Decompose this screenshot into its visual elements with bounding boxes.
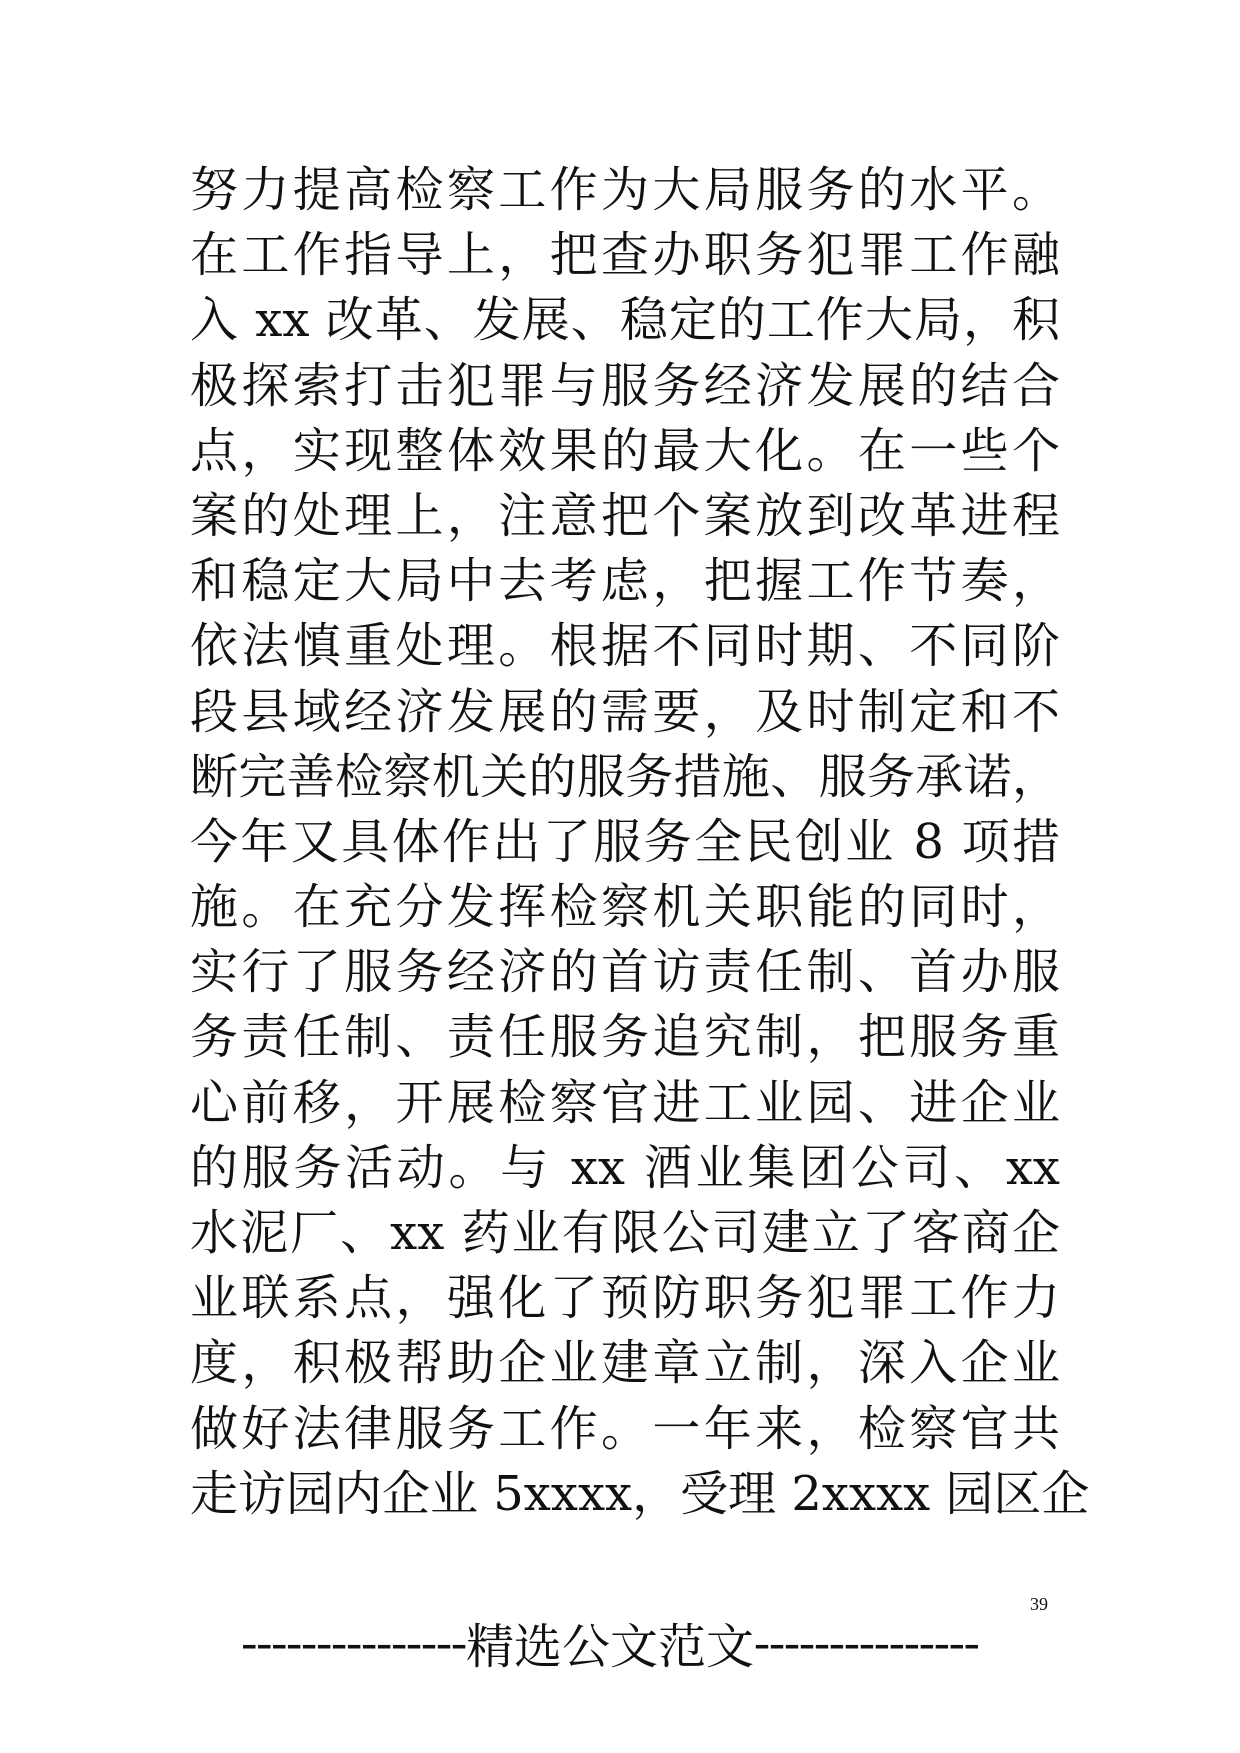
text-line: 水泥厂、xx 药业有限公司建立了客商企: [190, 1205, 1060, 1261]
text-line: 段县域经济发展的需要，及时制定和不: [190, 683, 1060, 740]
text-line: 案的处理上，注意把个案放到改革进程: [190, 487, 1060, 544]
text-line: 务责任制、责任服务追究制，把服务重: [190, 1009, 1060, 1066]
page-number: 39: [1030, 1594, 1048, 1614]
text-line: 在工作指导上，把查办职务犯罪工作融: [190, 227, 1060, 284]
page-footer: [190, 1612, 1030, 1675]
text-line: 今年又具体作出了服务全民创业 8 项措: [190, 813, 1060, 870]
text-line: 的服务活动。与 xx 酒业集团公司、xx: [190, 1139, 1060, 1196]
text-line: 走访园内企业 5xxxx，受理 2xxxx 园区企: [190, 1465, 1090, 1522]
text-line: 施。在充分发挥检察机关职能的同时，: [190, 879, 1060, 936]
text-line: 度，积极帮助企业建章立制，深入企业: [190, 1335, 1060, 1392]
text-line: 努力提高检察工作为大局服务的水平。: [190, 162, 1060, 218]
footer-left-dashes: ---------------: [241, 1615, 466, 1669]
text-line: 业联系点，强化了预防职务犯罪工作力: [190, 1270, 1060, 1327]
text-line: 实行了服务经济的首访责任制、首办服: [190, 944, 1060, 1001]
text-line: 极探索打击犯罪与服务经济发展的结合: [190, 357, 1060, 414]
text-line: 依法慎重处理。根据不同时期、不同阶: [190, 618, 1060, 675]
text-line: 入 xx 改革、发展、稳定的工作大局，积: [190, 292, 1060, 349]
footer-right-dashes: ---------------: [754, 1615, 979, 1669]
text-line: 心前移，开展检察官进工业园、进企业: [190, 1074, 1060, 1131]
text-line: 和稳定大局中去考虑，把握工作节奏，: [190, 553, 1060, 610]
footer-title: 精选公文范文: [465, 1618, 754, 1675]
text-line: 点，实现整体效果的最大化。在一些个: [190, 422, 1060, 479]
body-text: [190, 158, 1090, 1527]
text-line: 做好法律服务工作。一年来，检察官共: [190, 1400, 1060, 1457]
text-line: 断完善检察机关的服务措施、服务承诺，: [190, 748, 1060, 805]
